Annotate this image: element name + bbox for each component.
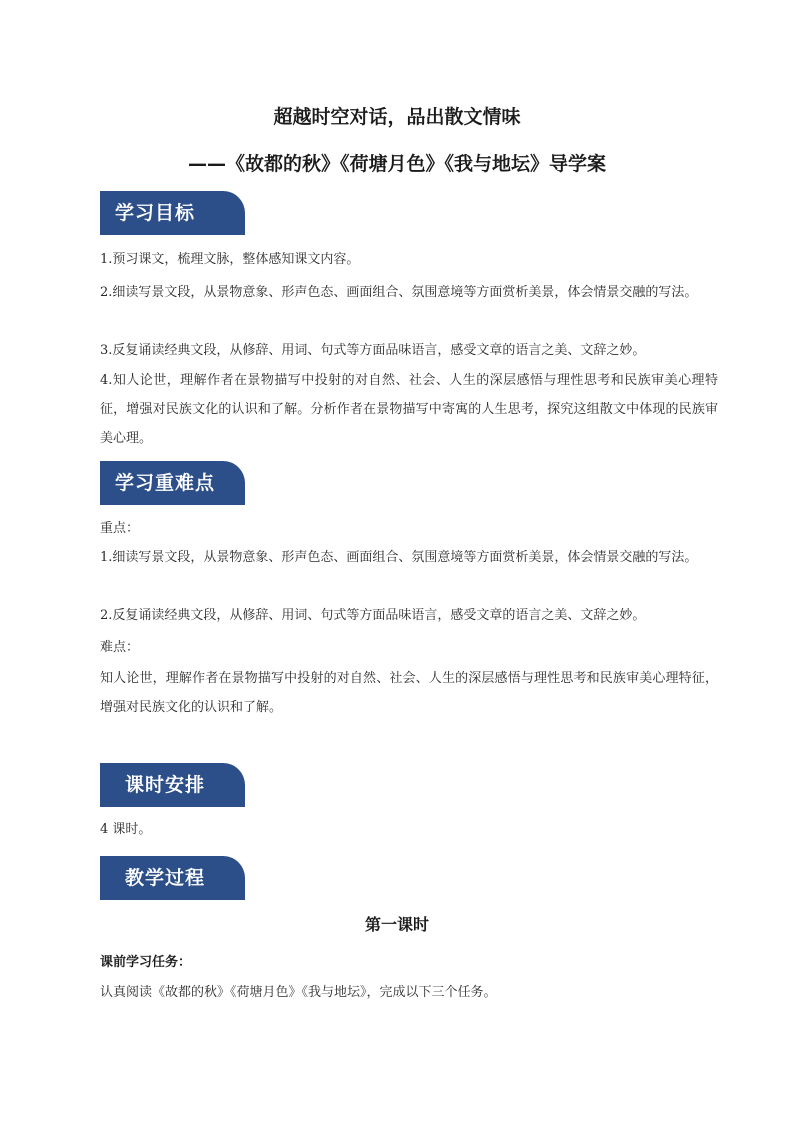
difficulty-label: 难点： xyxy=(100,640,140,655)
pre-class-task-heading: 课前学习任务： xyxy=(100,955,192,970)
objective-item-4: 4.知人论世，理解作者在景物描写中投射的对自然、社会、人生的深层感悟与理性思考和民族审美心理特征，增强对民族文化的认识和了解。分析作者在景物描写中寄寓的人生思考，探究这组散文中体现的民族审美心理。 xyxy=(100,373,718,446)
schedule-text: 4 课时。 xyxy=(100,822,152,837)
pre-class-task-text: 认真阅读《故都的秋》《荷塘月色》《我与地坛》，完成以下三个任务。 xyxy=(100,985,497,1000)
document-title: 超越时空对话，品出散文情味 xyxy=(273,106,521,128)
section-banner-process: 教学过程 xyxy=(100,856,245,900)
key-point-item-2: 2.反复诵读经典文段，从修辞、用词、句式等方面品味语言，感受文章的语言之美、文辞之妙。 xyxy=(100,608,646,623)
section-banner-schedule: 课时安排 xyxy=(100,763,245,807)
difficulty-text: 知人论世，理解作者在景物描写中投射的对自然、社会、人生的深层感悟与理性思考和民族审美心理特征，增强对民族文化的认识和了解。 xyxy=(100,671,718,715)
objective-item-1: 1.预习课文，梳理文脉，整体感知课文内容。 xyxy=(100,252,360,267)
objective-item-3: 3.反复诵读经典文段，从修辞、用词、句式等方面品味语言，感受文章的语言之美、文辞之妙。 xyxy=(100,343,646,358)
key-points-label: 重点： xyxy=(100,521,140,536)
section-banner-objectives: 学习目标 xyxy=(100,191,245,235)
key-point-item-1: 1.细读写景文段，从景物意象、形声色态、画面组合、氛围意境等方面赏析美景，体会情景交融的写法。 xyxy=(100,550,698,565)
document-subtitle: ——《故都的秋》《荷塘月色》《我与地坛》导学案 xyxy=(187,153,606,175)
lesson-title: 第一课时 xyxy=(364,915,429,934)
section-banner-key-points: 学习重难点 xyxy=(100,461,245,505)
objective-item-2: 2.细读写景文段，从景物意象、形声色态、画面组合、氛围意境等方面赏析美景，体会情景交融的写法。 xyxy=(100,285,698,300)
